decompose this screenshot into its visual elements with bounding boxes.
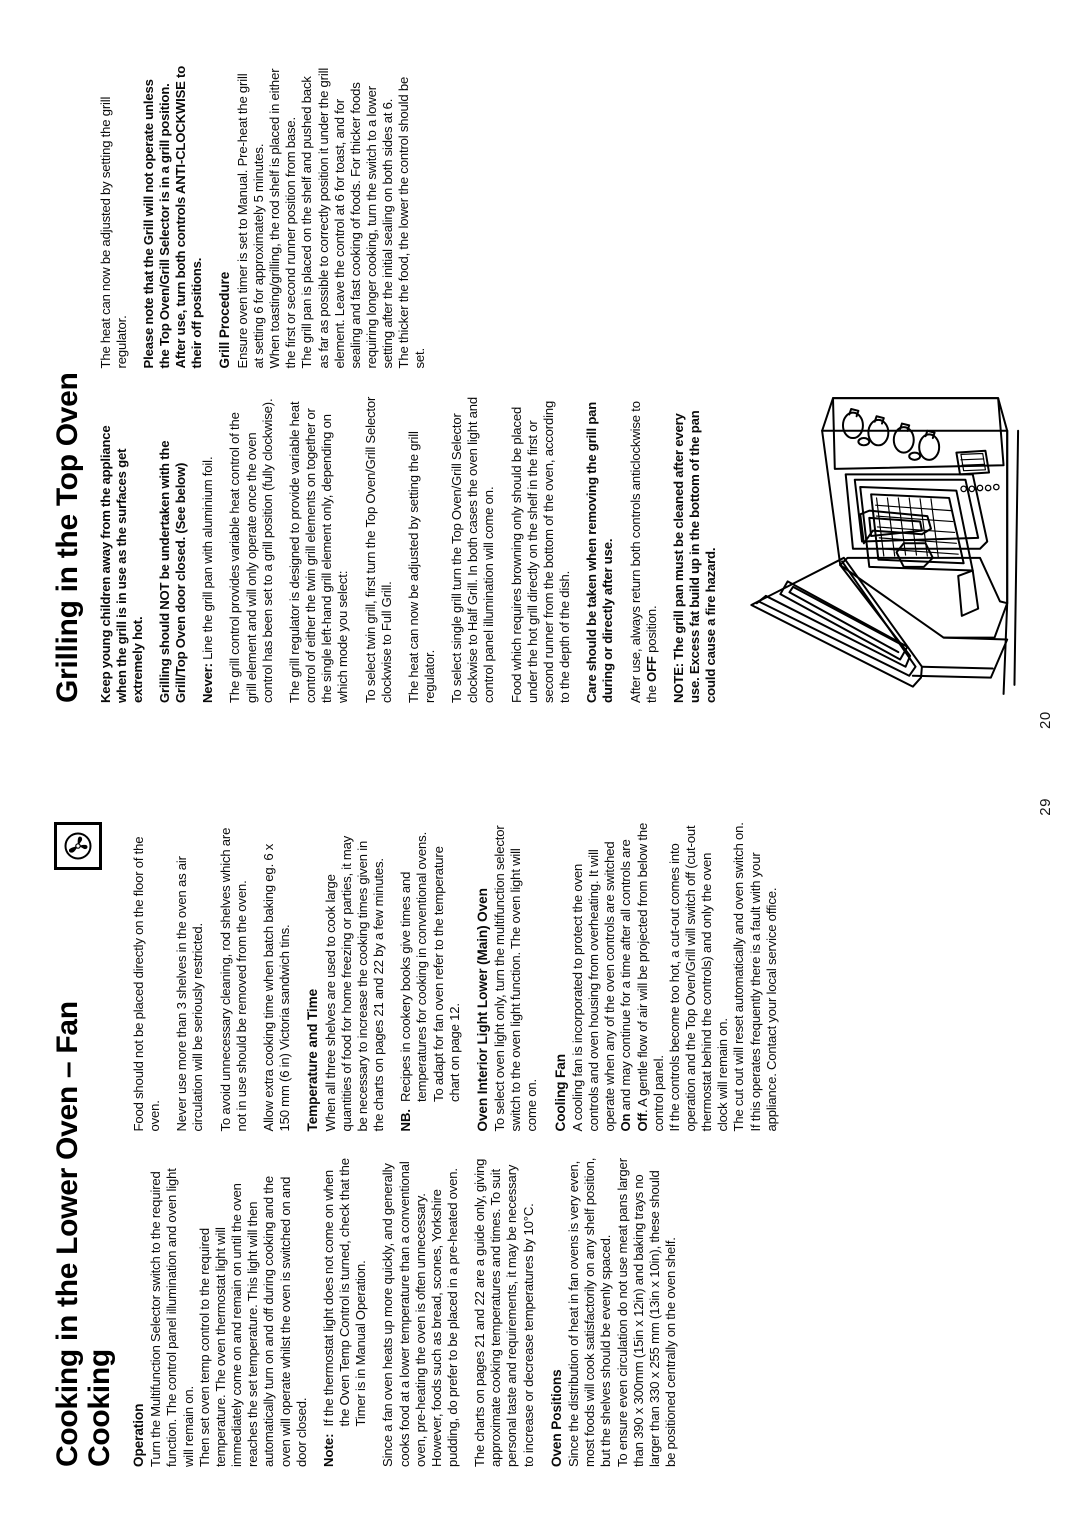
fan-icon [54, 822, 102, 870]
service-contact-paragraph: If this operates frequently there is a fault with your appliance. Contact your local service office. [747, 852, 779, 1132]
heat-adjust-paragraph: The heat can now be adjusted by setting the grill regulator. [405, 431, 437, 703]
cooling-fan-text-a: A cooling fan is incorporated to protect the oven controls and oven housing from overheating. It will operate when any of the oven controls are switched [569, 841, 618, 1132]
oven-positions-paragraph-1: Since the distribution of heat in fan ovens is very even, most foods will cook satisfactorily on any shelf position, but the shelves should be evenly spaced. [566, 1157, 614, 1467]
procedure-shelf: When toasting/grilling, the rod shelf is placed in either the first or second runner position from base. [267, 68, 299, 369]
heat-adjust-lead: The heat can now be adjusted by setting the grill regulator. [97, 96, 129, 369]
nb-note [398, 822, 463, 1132]
page-number-left: 20 [1037, 711, 1054, 729]
cooling-fan-paragraph-1 [570, 822, 667, 1132]
left-column-1 [98, 395, 1035, 704]
right-column-2 [129, 822, 780, 1132]
operation-paragraph-1: Turn the Multifunction Selector switch to the required function. The control panel illumination and oven light will remain on. [148, 1168, 196, 1467]
oven-light-heading: Oven Interior Light Lower (Main) Oven [474, 888, 490, 1132]
procedure-thickness: The thicker the food, the lower the control should be set. [396, 76, 428, 369]
twin-grill-paragraph: To select twin grill, first turn the Top Oven/Grill Selector clockwise to Full Grill. [362, 396, 394, 703]
left-column-2 [98, 60, 429, 369]
note-label: Note: [320, 1433, 336, 1467]
grill-position-note: Please note that the Grill will not operate unless the Top Oven/Grill Selector is in a grill position. After use, turn both controls ANTI-CLOCKWISE to their off positions. [140, 65, 205, 369]
temperature-time-paragraph: When all three shelves are used to cook large quantities of food for home freezing or parties, it may be necessary to increase the cooking times given in the charts on pages 21 and 22 by a few minutes. [322, 835, 387, 1132]
batch-baking-paragraph: Allow extra cooking time when batch baking eg. 6 x 150 mm (6 in) Victoria sandwich tins. [260, 843, 293, 1132]
left-page-columns [98, 60, 1035, 703]
charts-guide-paragraph: The charts on pages 21 and 22 are a guide only, giving approximate cooking temperatures and times. To suit personal taste and requirements, it may be necessary to increase or decrease temperatures by 10°C. [472, 1158, 536, 1467]
never-label: Never: [200, 663, 216, 703]
care-warning: Care should be taken when removing the grill pan during or directly after use. [584, 401, 616, 703]
nb-body-2: To adapt for fan oven refer to the temperature chart on page 12. [430, 846, 462, 1102]
after-use-tail: position. [643, 605, 659, 657]
after-use-paragraph [628, 395, 660, 704]
oven-illustration [735, 395, 1034, 704]
cut-out-reset-paragraph: The cut out will reset automatically and oven switch on. [731, 822, 747, 1132]
browning-food-paragraph: Food which requires browning only should be placed under the hot grill directly on the shelf in the first or second runner from the bottom of the oven, according to the depth of the dish. [508, 400, 573, 703]
cooling-fan-text-c: . A gentle flow of air will be projected from below the control panel. [634, 822, 666, 1132]
page-title-left: Grilling in the Top Oven [51, 372, 84, 703]
never-text: Line the grill pan with aluminium foil. [200, 456, 216, 664]
after-use-text: After use, always return both controls anticlockwise to the [627, 401, 659, 703]
nb-body-1: Recipes in cookery books give times and temperatures for cooking in conventional ovens. [398, 831, 430, 1102]
on-keyword: On [618, 1113, 634, 1132]
grill-regulator-paragraph: The grill regulator is designed to provide variable heat control of either the twin grill elements on together or the single left-hand grill element only, depending on which mode you select: [286, 401, 351, 703]
three-shelves-paragraph: Never use more than 3 shelves in the oven as air circulation will be seriously restricted. [174, 856, 206, 1132]
oven-positions-heading: Oven Positions [548, 1369, 564, 1467]
temperature-time-heading: Temperature and Time [305, 988, 321, 1132]
note-body: If the thermostat light does not come on when the Oven Temp Control is turned, check that the Timer is in Manual Operation. [320, 1158, 369, 1427]
right-column-1 [129, 1158, 679, 1468]
procedure-pan: The grill pan is placed on the shelf and pushed back as far as possible to correctly position it under the grill element. Leave the control at 6 for toast, and for sealing and fast cooking of foods. For thicker foods requiring longer cooking, turn the switch to a lower setting after the initial sealing on both sides at 6. [299, 67, 396, 369]
warning-door-closed: Grilling should NOT be undertaken with the Grill/Top Oven door closed. (See below) [156, 440, 189, 703]
fan-heats-paragraph: Since a fan oven heats up more quickly, and generally cooks food at a lower temperature than a conventional oven, pre-heating the oven is often unnecessary. [380, 1161, 428, 1467]
manual-page-left [0, 0, 1080, 763]
oven-light-paragraph: To select oven light only, turn the multifunction selector switch to the oven light function. The oven light will come on. [492, 825, 540, 1132]
never-foil-paragraph [200, 395, 216, 704]
manual-page-right [0, 762, 1080, 1527]
floor-placement-paragraph: Food should not be placed directly on the floor of the oven. [131, 836, 163, 1132]
preheated-foods-paragraph: However, foods such as bread, scones, Yorkshire pudding, do prefer to be placed in a pre-heated oven. [428, 1168, 460, 1467]
operation-paragraph-2: Then set oven temp control to the required temperature. The oven thermostat light will immediately come on and remain on until the oven reaches the set temperature. This light will then automatically turn on and off during cooking and the oven will operate whilst the oven is switched on and door closed. [196, 1176, 309, 1467]
rod-shelves-paragraph: To avoid unnecessary cleaning, rod shelves which are not in use should be removed from the oven. [217, 827, 249, 1132]
page-title-right: Cooking in the Lower Oven – Fan Cooking [51, 1001, 116, 1467]
procedure-preheat: Ensure oven timer is set to Manual. Pre-heat the grill at setting 6 for approximately 5 minutes. [234, 73, 266, 369]
thermostat-note [321, 1158, 369, 1468]
warning-children: Keep young children away from the appliance when the grill is in use as the surfaces get extremely hot. [97, 425, 145, 703]
grill-pan-note: NOTE: The grill pan must be cleaned after every use. Excess fat build up in the bottom of the pan could cause a fire hazard. [670, 410, 719, 703]
off-keyword: OFF [643, 656, 659, 682]
off-keyword-fan: Off [634, 1113, 650, 1132]
cooling-fan-heading: Cooling Fan [552, 1054, 568, 1132]
operation-heading: Operation [131, 1403, 146, 1467]
page-number-right: 29 [1037, 798, 1054, 816]
cut-out-paragraph: If the controls become too hot, a cut-out comes into operation and the Top Oven/Grill will switch off (cut-out thermostat behind the controls) and only the oven clock will remain on. [666, 825, 731, 1132]
single-grill-paragraph: To select single grill turn the Top Oven/Grill Selector clockwise to Half Grill. In both cases the oven light and control panel illumination will come on. [449, 396, 497, 703]
nb-label: NB. [398, 1108, 414, 1132]
right-page-columns [129, 822, 780, 1467]
grill-procedure-heading: Grill Procedure [217, 271, 233, 369]
oven-positions-paragraph-2: To ensure even circulation do not use meat pans larger than 390 x 300mm (15in x 12in) and baking trays no larger than 330 x 255 mm (13in x 10in), these should be positioned centrally on the oven shelf. [614, 1158, 678, 1467]
grill-control-paragraph: The grill control provides variable heat control of the grill element and will only operate once the oven control has been set to a grill position (fully clockwise). [227, 398, 275, 703]
cooling-fan-text-b: and may continue for a time after all controls are [618, 839, 634, 1114]
